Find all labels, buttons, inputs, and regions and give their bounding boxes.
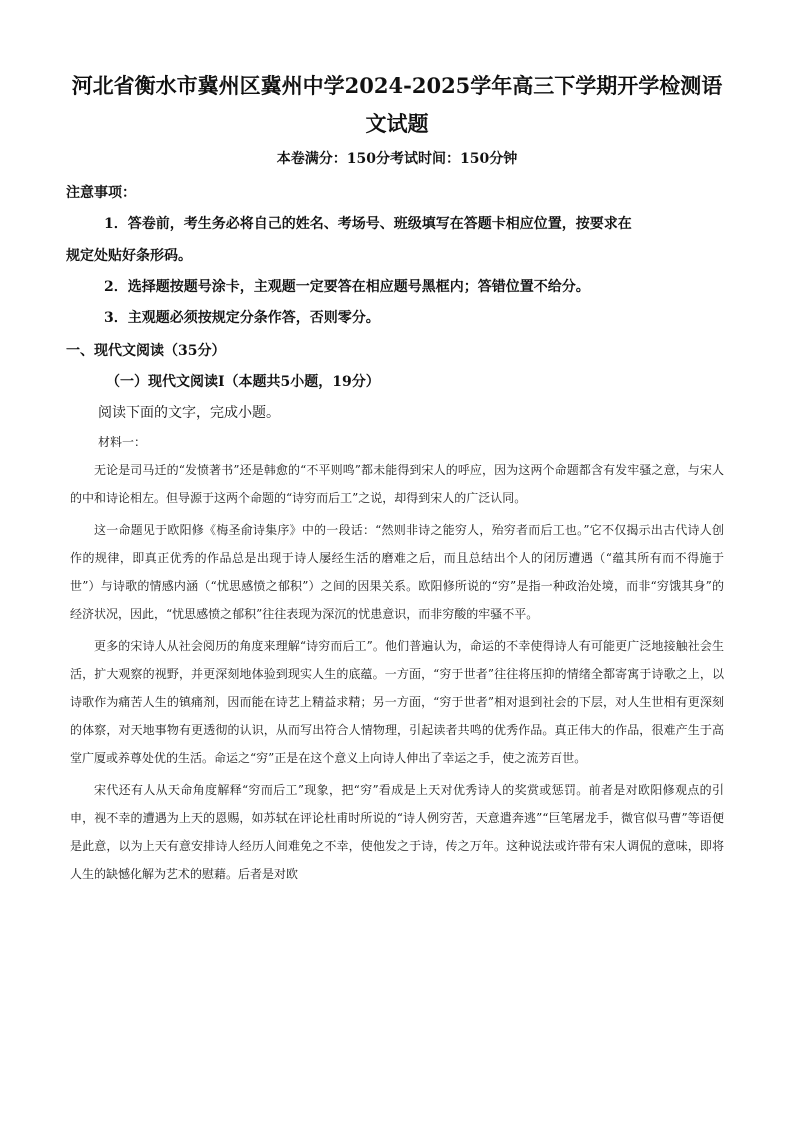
material-label: 材料一： (98, 435, 147, 449)
passage-paragraph: 这一命题见于欧阳修《梅圣俞诗集序》中的一段话：“然则非诗之能穷人，殆穷者而后工也。”它不仅揭示出古代诗人创作的规律，即真正优秀的作品总是出现于诗人屡经生活的磨难之后，而且总结出个人的闭厉遭遇（“蕴其所有而不得施于世”）与诗歌的情感内涵（“忧思感愤之郁积”）之间的因果关系。欧阳修所说的“穷”是指一种政治处境，而非“穷饿其身”的经济状况，因此，“忧思感愤之郁积”往往表现为深沉的忧患意识，而非穷酸的牢骚不平。 (70, 523, 724, 621)
notice-item-3: 3．主观题必须按规定分条作答，否则零分。 (104, 310, 380, 326)
passage-paragraph: 更多的宋诗人从社会阅历的角度来理解“诗穷而后工”。他们普遍认为，命运的不幸使得诗人有可能更广泛地接触社会生活，扩大观察的视野，并更深刻地体验到现实人生的底蕴。一方面，“穷于世者”往往将压抑的情绪全都寄寓于诗歌之上，以诗歌作为痛苦人生的镇痛剂，因而能在诗艺上精益求精；另一方面，“穷于世者”相对退到社会的下层，对人生世相有更深刻的体察，对天地事物有更透彻的认识，从而写出符合人情物理，引起读者共鸣的优秀作品。真正伟大的作品，很难产生于高堂广厦或养尊处优的生活。命运之“穷”正是在这个意义上向诗人伸出了幸运之手，使之流芳百世。 (70, 639, 724, 765)
reading-instruction: 阅读下面的文字，完成小题。 (98, 405, 280, 421)
notice-item-2: 2．选择题按题号涂卡，主观题一定要答在相应题号黑框内；答错位置不给分。 (104, 279, 590, 295)
passage-paragraph: 无论是司马迁的“发愤著书”还是韩愈的“不平则鸣”都未能得到宋人的呼应，因为这两个命题都含有发牢骚之意，与宋人的中和诗论相左。但导源于这两个命题的“诗穷而后工”之说，却得到宋人的广泛认同。 (70, 463, 724, 505)
document-title-line-1: 河北省衡水市冀州区冀州中学2024-2025学年高三下学期开学检测语 (71, 73, 723, 98)
passage-text (70, 456, 724, 892)
exam-meta: 本卷满分：150分考试时间：150分钟 (276, 151, 518, 167)
sub-section-heading: （一）现代文阅读Ⅰ（本题共5小题，19分） (106, 374, 380, 390)
document-title-line-2: 文试题 (365, 111, 429, 136)
notice-item-1-line-1: 1．答卷前，考生务必将自己的姓名、考场号、班级填写在答题卡相应位置，按要求在 (104, 216, 632, 232)
notice-item-1-line-2: 规定处贴好条形码。 (66, 248, 192, 264)
notice-heading: 注意事项： (66, 185, 136, 201)
section-heading: 一、现代文阅读（35分） (66, 343, 226, 359)
passage-paragraph: 宋代还有人从天命角度解释“穷而后工”现象，把“穷”看成是上天对优秀诗人的奖赏或惩罚。前者是对欧阳修观点的引申，视不幸的遭遇为上天的恩赐，如苏轼在评论杜甫时所说的“诗人例穷苦，天意遣奔逃”“巨笔屠龙手，微官似马曹”等语便是此意，以为上天有意安排诗人经历人间难免之不幸，使他发之于诗，传之万年。这种说法或许带有宋人调侃的意味，即将人生的缺憾化解为艺术的慰藉。后者是对欧 (70, 783, 724, 881)
